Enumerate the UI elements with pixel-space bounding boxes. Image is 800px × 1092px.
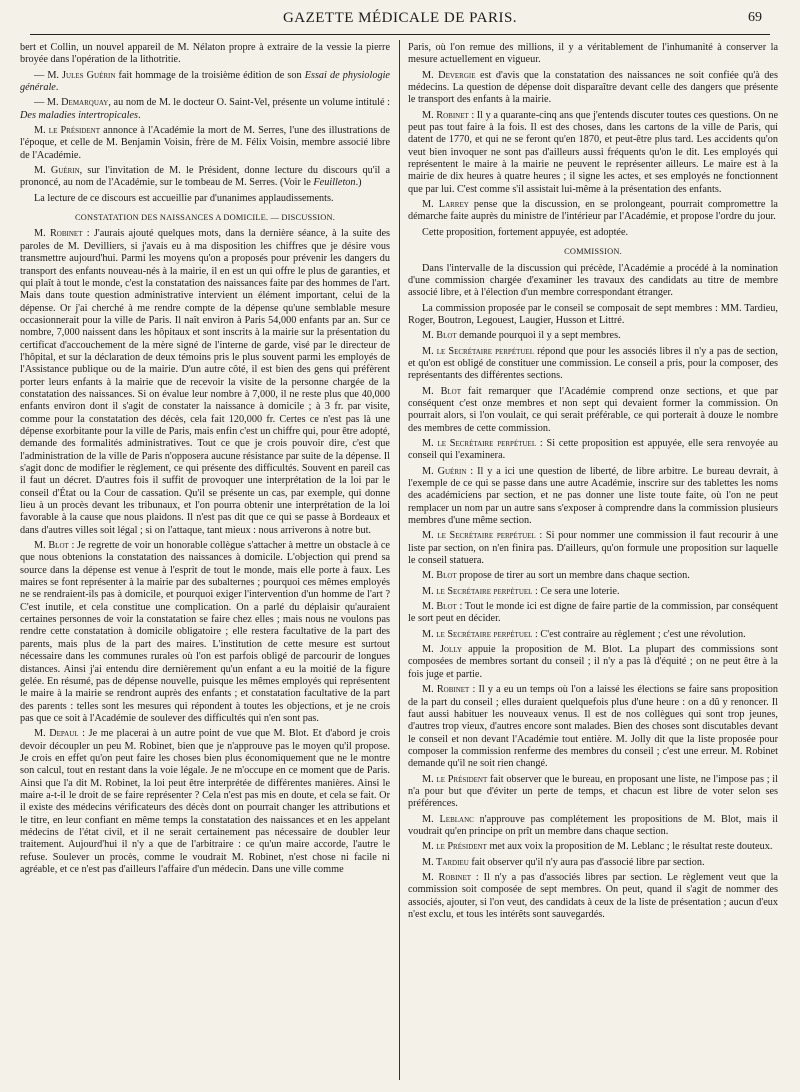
paragraph: [408, 303, 778, 328]
paragraph-text: : Si cette proposition est appuyée, elle sera renvoyée au conseil qui l'examinera.: [408, 437, 778, 462]
speaker-name: M. Robinet: [422, 871, 472, 883]
speaker-name: M. le Secrétaire perpétuel: [422, 530, 536, 542]
paragraph: [408, 227, 778, 239]
paragraph: [408, 530, 778, 567]
left-column: [20, 42, 390, 879]
italic-title: Des maladies intertropicales: [20, 109, 139, 121]
paragraph-text: : Il y a eu un temps où l'on a laissé les élections se faire sans proposition de la part du conseil ; elles duraient quelquefois plus d'une heure : on a dû y renoncer. Il faut aussi habituer les nouveaux venus. Il est de nos collègues qui sont trop jeunes, d'autres trop vieux, d'autres encore sont malades. Bien des choses sont discutables devant le conseil et non devant l'Académie tout entière. M. Jolly dit que la liste proposée pour composer la commission renferme des membres du conseil ; c'est une erreur. M. Robinet demande qu'il ne soit rien changé.: [408, 684, 778, 770]
italic-title: Essai de physiologie générale: [20, 69, 390, 94]
paragraph-text: : Ce sera une loterie.: [532, 585, 620, 597]
paragraph-text: fait hommage de la troisième édition de son: [115, 69, 305, 81]
paragraph: [20, 728, 390, 876]
page-number: 69: [748, 10, 762, 25]
speaker-name: M. Blot: [34, 540, 69, 552]
paragraph: [20, 42, 390, 67]
paragraph-text: fait observer qu'il n'y aura pas d'associé libre par section.: [468, 856, 705, 868]
paragraph: [408, 570, 778, 582]
right-column: [408, 42, 778, 924]
speaker-name: M. Larrey: [422, 199, 469, 211]
section-heading: COMMISSION.: [564, 247, 622, 257]
speaker-name: M. le Secrétaire perpétuel: [422, 585, 533, 597]
italic-title: Feuilleton: [313, 177, 356, 189]
paragraph-text: fait remarquer que l'Académie comprend onze sections, et que par conséquent c'est onze membres et non sept qui devaient former la commission. On pourrait alors, si l'on voulait, ce qui serait préférable, ce qui porterait à douze le nombre des membres de cette commission.: [408, 385, 779, 434]
paragraph: [408, 110, 778, 196]
paragraph: [408, 438, 778, 463]
speaker-name: M. le Président: [34, 125, 101, 137]
paragraph-text-end: .: [55, 82, 59, 94]
paragraph: [408, 586, 778, 598]
speaker-name: — M. Jules Guérin: [34, 69, 116, 81]
paragraph: [408, 774, 778, 811]
paragraph-text: Dans l'intervalle de la discussion qui précède, l'Académie a procédé à la nomination d'une commission chargée d'examiner les travaux des candidats au titre de membre associé libre, et à l'élection d'un membre correspondant étranger.: [408, 262, 778, 299]
speaker-name: M. le Président: [422, 773, 488, 785]
speaker-name: M. Depaul: [34, 728, 79, 740]
journal-title: GAZETTE MÉDICALE DE PARIS.: [282, 10, 518, 26]
paragraph-text: au nom de M. le docteur O. Saint-Vel, présente un volume intitulé :: [110, 97, 390, 109]
paragraph: [20, 540, 390, 725]
speaker-name: M. Blot: [422, 330, 457, 342]
paragraph: [408, 466, 778, 528]
paragraph: [408, 386, 778, 435]
paragraph: [20, 165, 390, 190]
speaker-name: M. Blot: [422, 385, 462, 397]
column-divider: [399, 40, 400, 1080]
speaker-name: M. Jolly: [422, 644, 462, 656]
speaker-name: M. Guérin: [422, 465, 467, 477]
paragraph-text: Cette proposition, fortement appuyée, est adoptée.: [422, 226, 629, 238]
paragraph-text: est d'avis que la constatation des naissances ne soit confiée qu'à des médecins. La question de dépense doit disparaître devant celle des dangers que présente le transport des enfants à la mairie.: [408, 69, 778, 106]
speaker-name: M. le Secrétaire perpétuel: [422, 345, 534, 357]
paragraph: [408, 199, 778, 224]
paragraph: [408, 42, 778, 67]
paragraph-text: : Il y a quarante-cinq ans que j'entends discuter toutes ces questions. On ne peut pas tout faire à la fois. Il est des choses, dans les cartons de la ville de Paris, qui datent de 1770, et qui ne se feront qu'en 1870, et peut-être plus tard. Les accidents qu'on veut bien invoquer ne sont pas d'ailleurs aussi fréquents qu'on le dit. Les employés qui représentent le maire à la mairie ne peuvent le représenter ailleurs. Le maire est à la mairie de dix heures à quatre heures ; il signe les actes, et ses employés ne fonctionnent que par lui. C'est comme s'il assistait lui-même à la présentation des enfants.: [408, 109, 778, 195]
paragraph: [408, 330, 778, 342]
paragraph-text-end: .): [355, 177, 362, 189]
speaker-name: M. le Secrétaire perpétuel: [422, 437, 537, 449]
speaker-name: M. le Secrétaire perpétuel: [422, 628, 533, 640]
paragraph: [20, 193, 390, 205]
paragraph-text: La commission proposée par le conseil se composait de sept membres : MM. Tardieu, Roger, Boutron, Legouest, Laugier, Husson et Littré.: [408, 302, 778, 326]
paragraph: [408, 629, 778, 641]
speaker-name: M. Robinet: [422, 684, 470, 696]
paragraph-text: met aux voix la proposition de M. Leblanc ; le résultat reste douteux.: [486, 841, 773, 853]
paragraph: [408, 814, 778, 839]
speaker-name: M. Robinet: [422, 109, 469, 121]
paragraph-text: demande pourquoi il y a sept membres.: [456, 330, 621, 342]
paragraph-text: La lecture de ce discours est accueillie par d'unanimes applaudissements.: [34, 192, 334, 204]
paragraph-text-end: .: [138, 109, 141, 121]
paragraph-text: annonce à l'Académie la mort de M. Serres, l'une des illustrations de l'époque, et celle de M. Benjamin Voisin, frère de M. Félix Voisin, membre associé libre de l'Académie.: [20, 125, 390, 161]
paragraph-text: : Si pour nommer une commission il faut recourir à une liste par section, on n'en finira pas. D'ailleurs, qu'on formule une proposition sur laquelle le conseil statuera.: [408, 530, 778, 567]
paragraph: [20, 228, 390, 537]
paragraph: [408, 346, 778, 383]
header-rule: [30, 34, 770, 35]
paragraph-text: Paris, où l'on remue des millions, il y a véritablement de l'inhumanité à conserver la mesure actuellement en vigueur.: [408, 42, 778, 66]
paragraph-text: : Je me placerai à un autre point de vue que M. Blot. Et d'abord je crois devoir découpler un peu M. Robinet, bien que je n'approuve pas le moyen qu'il propose. Je crois en effet qu'on peut faire les choses bien plus économiquement que ne le montre son calcul, tout en restant dans la voie légale. Je ne m'occupe en ce moment que de Paris. Ainsi que l'a dit M. Robinet, la loi peut être interprétée de différentes manières. Ainsi le maire a-t-il le droit de se faire représenter ? Cela n'est pas mis en doute, et cela se fait. Or il existe des médecins vérificateurs des décès dont on pourrait changer les attributions et le titre, en leur confiant en même temps la constatation des naissances et en les appelant médecins de l'état civil, et il ne serait certainement pas nécessaire de doubler leur traitement. Aujourd'hui il n'y a que de l'arbitraire : ce qu'un maire accorde, l'autre le refuse. Soulever un procès, comme le voudrait M. Robinet, n'est chose ni facile ni agréable, et ce n'est pas d'ailleurs l'affaire d'un médecin. Dans une ville comme: [20, 728, 390, 875]
paragraph: [408, 841, 778, 853]
section-heading: CONSTATATION DES NAISSANCES A DOMICILE. — DISCUSSION.: [74, 213, 336, 223]
paragraph-text: : C'est contraire au règlement ; c'est une révolution.: [532, 628, 746, 640]
speaker-name: — M. Demarquay,: [34, 97, 111, 109]
paragraph-text: répond que pour les associés libres il n'y a pas de section, et qu'on est obligé de constituer une commission. Le conseil a pris, pour la composer, des représentants des différentes sections.: [408, 345, 778, 382]
paragraph-text: propose de tirer au sort un membre dans chaque section.: [456, 570, 690, 582]
speaker-name: M. Blot: [422, 601, 457, 613]
paragraph: [408, 601, 778, 626]
paragraph-text: : Tout le monde ici est digne de faire partie de la commission, par conséquent le sort peut en décider.: [408, 601, 778, 625]
paragraph: [408, 872, 778, 921]
speaker-name: M. Blot: [422, 570, 457, 582]
paragraph: [408, 644, 778, 681]
paragraph-text: fait observer que le bureau, en proposant une liste, ne l'impose pas ; il n'a pour but que d'éviter un perte de temps, et chacun est libre de voter selon ses préférences.: [408, 773, 778, 810]
paragraph: [408, 684, 778, 770]
paragraph-text: bert et Collin, un nouvel appareil de M. Nélaton propre à extraire de la vessie la pierre broyée dans l'opération de la lithotritie.: [20, 42, 390, 66]
speaker-name: M. Leblanc: [422, 813, 474, 825]
paragraph-text: : Il n'y a pas d'associés libres par section. Le règlement veut que la commission soit composée de sept membres. On peut, quand il s'agit de nommer des associés, ajouter, si l'on veut, des candidats à ceux de la liste de présentation ; aucun d'eux n'est exclu, et tous les intérêts sont sauvegardés.: [408, 871, 778, 920]
paragraph-text: n'approuve pas complétement les propositions de M. Blot, mais il voudrait qu'en principe on prît un membre dans chaque section.: [408, 813, 779, 837]
paragraph-text: : J'aurais ajouté quelques mots, dans la dernière séance, à la suite des paroles de M. Devilliers, si j'avais eu à ma disposition les chiffres que je désire vous transmettre aujourd'hui. Parmi les moyens qu'on a proposés pour prévenir les dangers du transport des enfants nouveau-nés à la mairie, il en est un qui offre le plus de garanties, et qui plaît à tout le monde, c'est la constatation des naissances faite par des hommes de l'art. Mais dans toute question administrative intervient un élément important, celui de la dépense. Or j'ai cherché à me rendre compte de la dépense qu'une semblable mesure occasionnerait pour la ville de Paris. Il naît environ à Paris 54,000 enfants par an. Sur ce nombre, 7,000 naissent dans les hôpitaux et sont inscrits à la mairie sur la présentation du certificat d'accouchement de la mère signé de l'interne de garde, visé par le directeur de l'hôpital, et sur la déclaration de deux témoins pris le plus souvent parmi les employés de l'Assistance publique ou de la mairie. D'un autre côté, il est bien des gens qui préfèrent porter leurs enfants à la mairie que de recevoir la visite de la personne chargée de la constatation des naissances. Si on évalue leur nombre à 7,000, il ne reste plus que 40,000 enfants environ dont il s'agit de constater la naissance à domicile ; à 3 fr. par visite, comme pour la constatation des décès, cela fait 120,000 fr. Certes ce n'est pas là une dépense exorbitante pour la ville de Paris, mais enfin c'est un chiffre qui, pour être adopté, demande des formalités administratives. Tout ce que je crois pouvoir dire, c'est que l'administration de la ville de Paris n'opposera aucune résistance par suite de la dépense. Il s'agit donc de modifier le règlement, ce qui présente des difficultés. Souvent en pareil cas il faut un décret. D'autres fois il suffit de provoquer une interprétation de la loi par le conseil d'État ou la Cour de cassation. Qu'il se présente un cas, par exemple, qui donne lieu à un procès devant les tribunaux, et l'on pourra obtenir une interprétation de la loi favorable à la cause que nous plaidons. Il n'est pas dit que ce qui se passe à Bordeaux et dans d'autres villes soit légal ; si on l'attaque, tant mieux : nous arriverons à notre but.: [20, 228, 391, 536]
speaker-name: M. Devergie: [422, 69, 476, 81]
speaker-name: M. Robinet: [34, 228, 83, 240]
paragraph: [408, 70, 778, 107]
page-header: [30, 8, 770, 34]
paragraph: [408, 857, 778, 869]
speaker-name: M. le Président: [422, 841, 487, 853]
paragraph: [20, 125, 390, 162]
paragraph-text: : Je regrette de voir un honorable collègue s'attacher à mettre un obstacle à ce que nous obtenions la constatation des naissances à domicile. L'objection qui prend sa source dans la dépense est venue à l'esprit de tout le monde, mais elle porte à faux. Les maires se font représenter à la mairie par des subalternes ; pourquoi ces mêmes employés ne se rendraient-ils pas à domicile, et pourquoi exiger l'intervention d'un homme de l'art ? C'est inutile, et cela constitue une complication. On a parlé du déplaisir qu'auraient certaines personnes de voir la constatation se faire chez elles ; mais nous ne voulons pas rendre cette constatation à domicile obligatoire ; elle restera facultative de la part des parents, mais plus de la part des maires. L'institution de cette mesure est surtout nécessaire dans les communes rurales où l'on est parfois obligé de parcourir de longues distances. Ainsi j'ai entendu dire dernièrement qu'un enfant a eu la moitié de la figure gelée. En résumé, pas de dépense nouvelle, puisque les mêmes employés qui représentent le maire à la mairie se rendront auprès des enfants ; et constatation facultative de la part des parents : telles sont les mesures qui répondent à toutes les objections, et je ne crois pas que ce soit à l'Académie de soulever des difficultés qui n'en sont pas.: [20, 540, 390, 724]
paragraph-text: pense que la discussion, en se prolongeant, pourrait compromettre la démarche faite auprès du ministre de l'intérieur par l'Académie, et propose l'ordre du jour.: [408, 199, 778, 223]
paragraph: [20, 70, 390, 95]
speaker-name: M. Tardieu: [422, 856, 469, 868]
paragraph: [408, 263, 778, 300]
paragraph-text: sur l'invitation de M. le Président, donne lecture du discours qu'il a prononcé, au nom de l'Académie, sur le tombeau de M. Serres. (Voir le: [20, 165, 391, 189]
paragraph-text: appuie la proposition de M. Blot. La plupart des commissions sont composées de membres sortant du conseil ; il n'y a pas là d'équité ; on ne peut être à la fois juge et partie.: [408, 644, 778, 680]
paragraph-text: : Il y a ici une question de liberté, de libre arbitre. Le bureau devrait, à l'exemple de ce qui se passe dans une autre Académie, inscrire sur des tablettes les noms des académiciens par section, et ne pas donner une liste toute faite, où l'on ne peut remplacer un nom par un autre sans s'exposer à comprendre dans la commission plusieurs membres d'une même section.: [408, 465, 779, 527]
speaker-name: M. Guérin,: [34, 165, 83, 177]
paragraph: [20, 97, 390, 122]
